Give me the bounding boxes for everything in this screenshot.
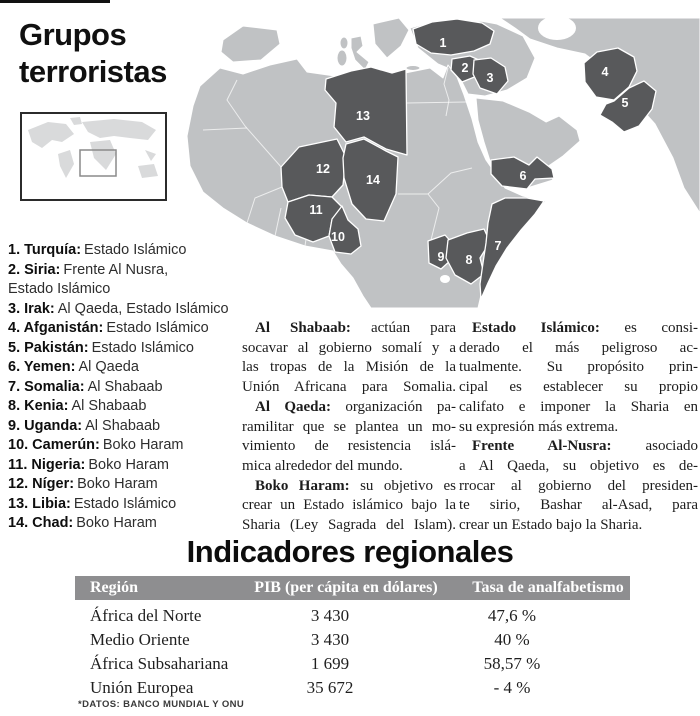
map-iberia (221, 26, 280, 62)
table-header-row (75, 576, 630, 600)
map-label-8: 8 (465, 253, 473, 267)
paragraph-line: vimiento de resistencia islá- (242, 438, 456, 455)
paragraph-line: Unión Africana para Somalia. (242, 379, 456, 396)
country-label: 9. Uganda: (8, 417, 83, 434)
group-label: Al Shabaab (87, 378, 163, 395)
legend-item (8, 241, 246, 261)
country-label: 11. Nigeria: (8, 456, 86, 473)
cell-pib: 35 672 (306, 678, 354, 697)
group-label: Estado Islámico (84, 242, 187, 258)
legend-item (8, 397, 246, 417)
legend-item (8, 358, 246, 378)
group-label: Estado Islámico (106, 320, 209, 336)
paragraph-line: cipal es establecer su propio (459, 379, 698, 396)
paragraph-line: su expresión más extrema. (459, 418, 619, 435)
country-label: 14. Chad: (8, 515, 74, 531)
header-pib: PIB (per cápita en dólares) (254, 579, 438, 596)
map-crete (406, 66, 420, 71)
group-label: Boko Haram (102, 437, 184, 453)
map-label-10: 10 (331, 230, 345, 244)
paragraph-line: ramilitar que se plantea un mo- (242, 418, 456, 435)
inset-south-america (58, 150, 74, 178)
indicators-table (75, 576, 630, 700)
paragraph-line: Boko Haram: su objetivo es (255, 477, 457, 494)
paragraph-line: Sharia (Ley Sagrada del Islam). (242, 517, 456, 534)
map-italy (351, 36, 369, 70)
country-label: 6. Yemen: (8, 359, 76, 375)
map-label-6: 6 (519, 169, 527, 183)
paragraph-line: rrocar al gobierno del presiden- (459, 477, 698, 494)
group-label: Boko Haram (88, 456, 169, 473)
term-al-qaeda: Al Qaeda: (255, 398, 331, 415)
group-label: Al Qaeda (78, 359, 139, 375)
country-label: 2. Siria: (8, 261, 61, 278)
term-boko-haram: Boko Haram: (255, 477, 350, 494)
legend-item (8, 378, 246, 398)
country-label: 8. Kenia: (8, 398, 69, 414)
country-label: 10. Camerún: (8, 437, 100, 453)
header-tasa: Tasa de analfabetismo (472, 579, 624, 596)
legend-item (8, 514, 246, 534)
cell-tasa: 40 % (494, 630, 530, 649)
term-al-shabaab: Al Shabaab: (255, 320, 351, 336)
term-estado-islamico: Estado Islámico: (472, 320, 600, 336)
map-label-7: 7 (494, 239, 502, 253)
map-label-2: 2 (461, 61, 469, 75)
paragraph-line: derado el más peligroso ac- (459, 339, 698, 356)
paragraph-line: califato e imponer la Sharia en (459, 398, 698, 415)
cell-region: África Subsahariana (90, 654, 229, 673)
header-region: Región (90, 579, 138, 596)
paragraph-line: Al Qaeda: organización pa- (255, 398, 456, 415)
map-label-3: 3 (486, 71, 494, 85)
map-label-9: 9 (437, 250, 445, 264)
paragraph-line: crear un Estado islámico bajo la (242, 497, 456, 514)
data-source-footnote: *DATOS: BANCO MUNDIAL Y ONU (78, 699, 245, 710)
country-label: 3. Irak: (8, 300, 55, 317)
cell-tasa: 47,6 % (487, 606, 537, 625)
region-map (185, 8, 700, 308)
legend-item (8, 475, 246, 495)
world-silhouette (22, 114, 165, 199)
cell-region: Medio Oriente (90, 630, 190, 649)
map-label-12: 12 (316, 162, 330, 176)
description-column-left (242, 319, 456, 536)
table-row (75, 652, 630, 676)
map-label-14: 14 (366, 173, 380, 187)
country-label: 1. Turquía: (8, 242, 82, 258)
paragraph-line: Al Shabaab: actúan para (255, 320, 456, 336)
inset-north-america (28, 122, 74, 148)
group-label: Al Shabaab (85, 417, 161, 434)
paragraph-line: socavar al gobierno somalí y a (242, 339, 456, 356)
map-label-11: 11 (309, 203, 323, 217)
page-title-line1: Grupos (19, 17, 127, 52)
map-label-13: 13 (356, 109, 370, 123)
map-country-somalia (480, 198, 544, 299)
table-body (75, 600, 630, 700)
top-rule (0, 0, 110, 3)
paragraph-line: mica alrededor del mundo. (242, 457, 403, 474)
paragraph-line: te sirio, Bashar al-Asad, para (459, 497, 698, 514)
legend-item (8, 339, 246, 359)
cell-pib: 3 430 (310, 630, 350, 649)
table-row (75, 676, 630, 700)
cell-pib: 1 699 (310, 654, 350, 673)
country-label: 7. Somalia: (8, 378, 85, 395)
legend-item (8, 417, 246, 437)
map-label-5: 5 (621, 96, 629, 110)
country-label: 4. Afganistán: (8, 320, 104, 336)
inset-greenland (70, 117, 82, 125)
section-title: Indicadores regionales (186, 534, 514, 569)
paragraph-line: las tropas de la Misión de la (242, 359, 456, 376)
legend-item (8, 495, 246, 515)
page-title-line2: terroristas (19, 54, 167, 89)
legend-item (8, 300, 246, 320)
world-inset-map (20, 112, 167, 201)
paragraph-line: a Al Qaeda, su objetivo es de- (459, 457, 698, 474)
cell-pib: 3 430 (310, 606, 350, 625)
cell-region: África del Norte (90, 606, 202, 625)
country-label: 12. Níger: (8, 476, 75, 492)
group-label: Boko Haram (76, 515, 157, 531)
inset-australia (138, 164, 158, 178)
map-lake-victoria (440, 275, 450, 283)
map-caspian-sea (538, 16, 576, 40)
paragraph-line: crear un Estado bajo la Sharia. (459, 517, 643, 534)
country-legend (8, 241, 246, 534)
country-label: 13. Libia: (8, 495, 71, 512)
country-label: 5. Pakistán: (8, 339, 89, 356)
paragraph-line: Estado Islámico: es consi- (472, 320, 698, 336)
inset-se-asia (145, 150, 156, 161)
group-label: Estado Islámico (73, 495, 177, 512)
map-corsica (340, 37, 348, 49)
legend-item (8, 261, 246, 300)
inset-eurasia (82, 119, 156, 140)
legend-item (8, 436, 246, 456)
map-label-4: 4 (601, 65, 609, 79)
paragraph-line: Frente Al-Nusra: asociado (472, 438, 698, 455)
group-label: Al Qaeda, Estado Islámico (57, 300, 229, 317)
table-row (75, 628, 630, 652)
cell-tasa: - 4 % (493, 678, 531, 697)
legend-item (8, 456, 246, 476)
page-title (19, 16, 167, 90)
group-label-cont: Estado Islámico (8, 281, 111, 297)
group-label: Frente Al Nusra, (63, 261, 169, 278)
map-label-1: 1 (439, 36, 447, 50)
description-column-right (459, 319, 698, 536)
group-label: Boko Haram (77, 476, 158, 492)
legend-item (8, 319, 246, 339)
cell-tasa: 58,57 % (483, 654, 541, 673)
group-label: Estado Islámico (91, 339, 194, 356)
inset-africa (90, 140, 116, 170)
paragraph-line: tualmente. Su propósito prin- (459, 359, 698, 376)
group-label: Al Shabaab (71, 398, 147, 414)
table-row (75, 604, 630, 628)
map-sardinia (337, 50, 347, 66)
cell-region: Unión Europea (90, 678, 194, 697)
term-frente-al-nusra: Frente Al-Nusra: (472, 438, 612, 455)
map-balkans (373, 18, 409, 58)
